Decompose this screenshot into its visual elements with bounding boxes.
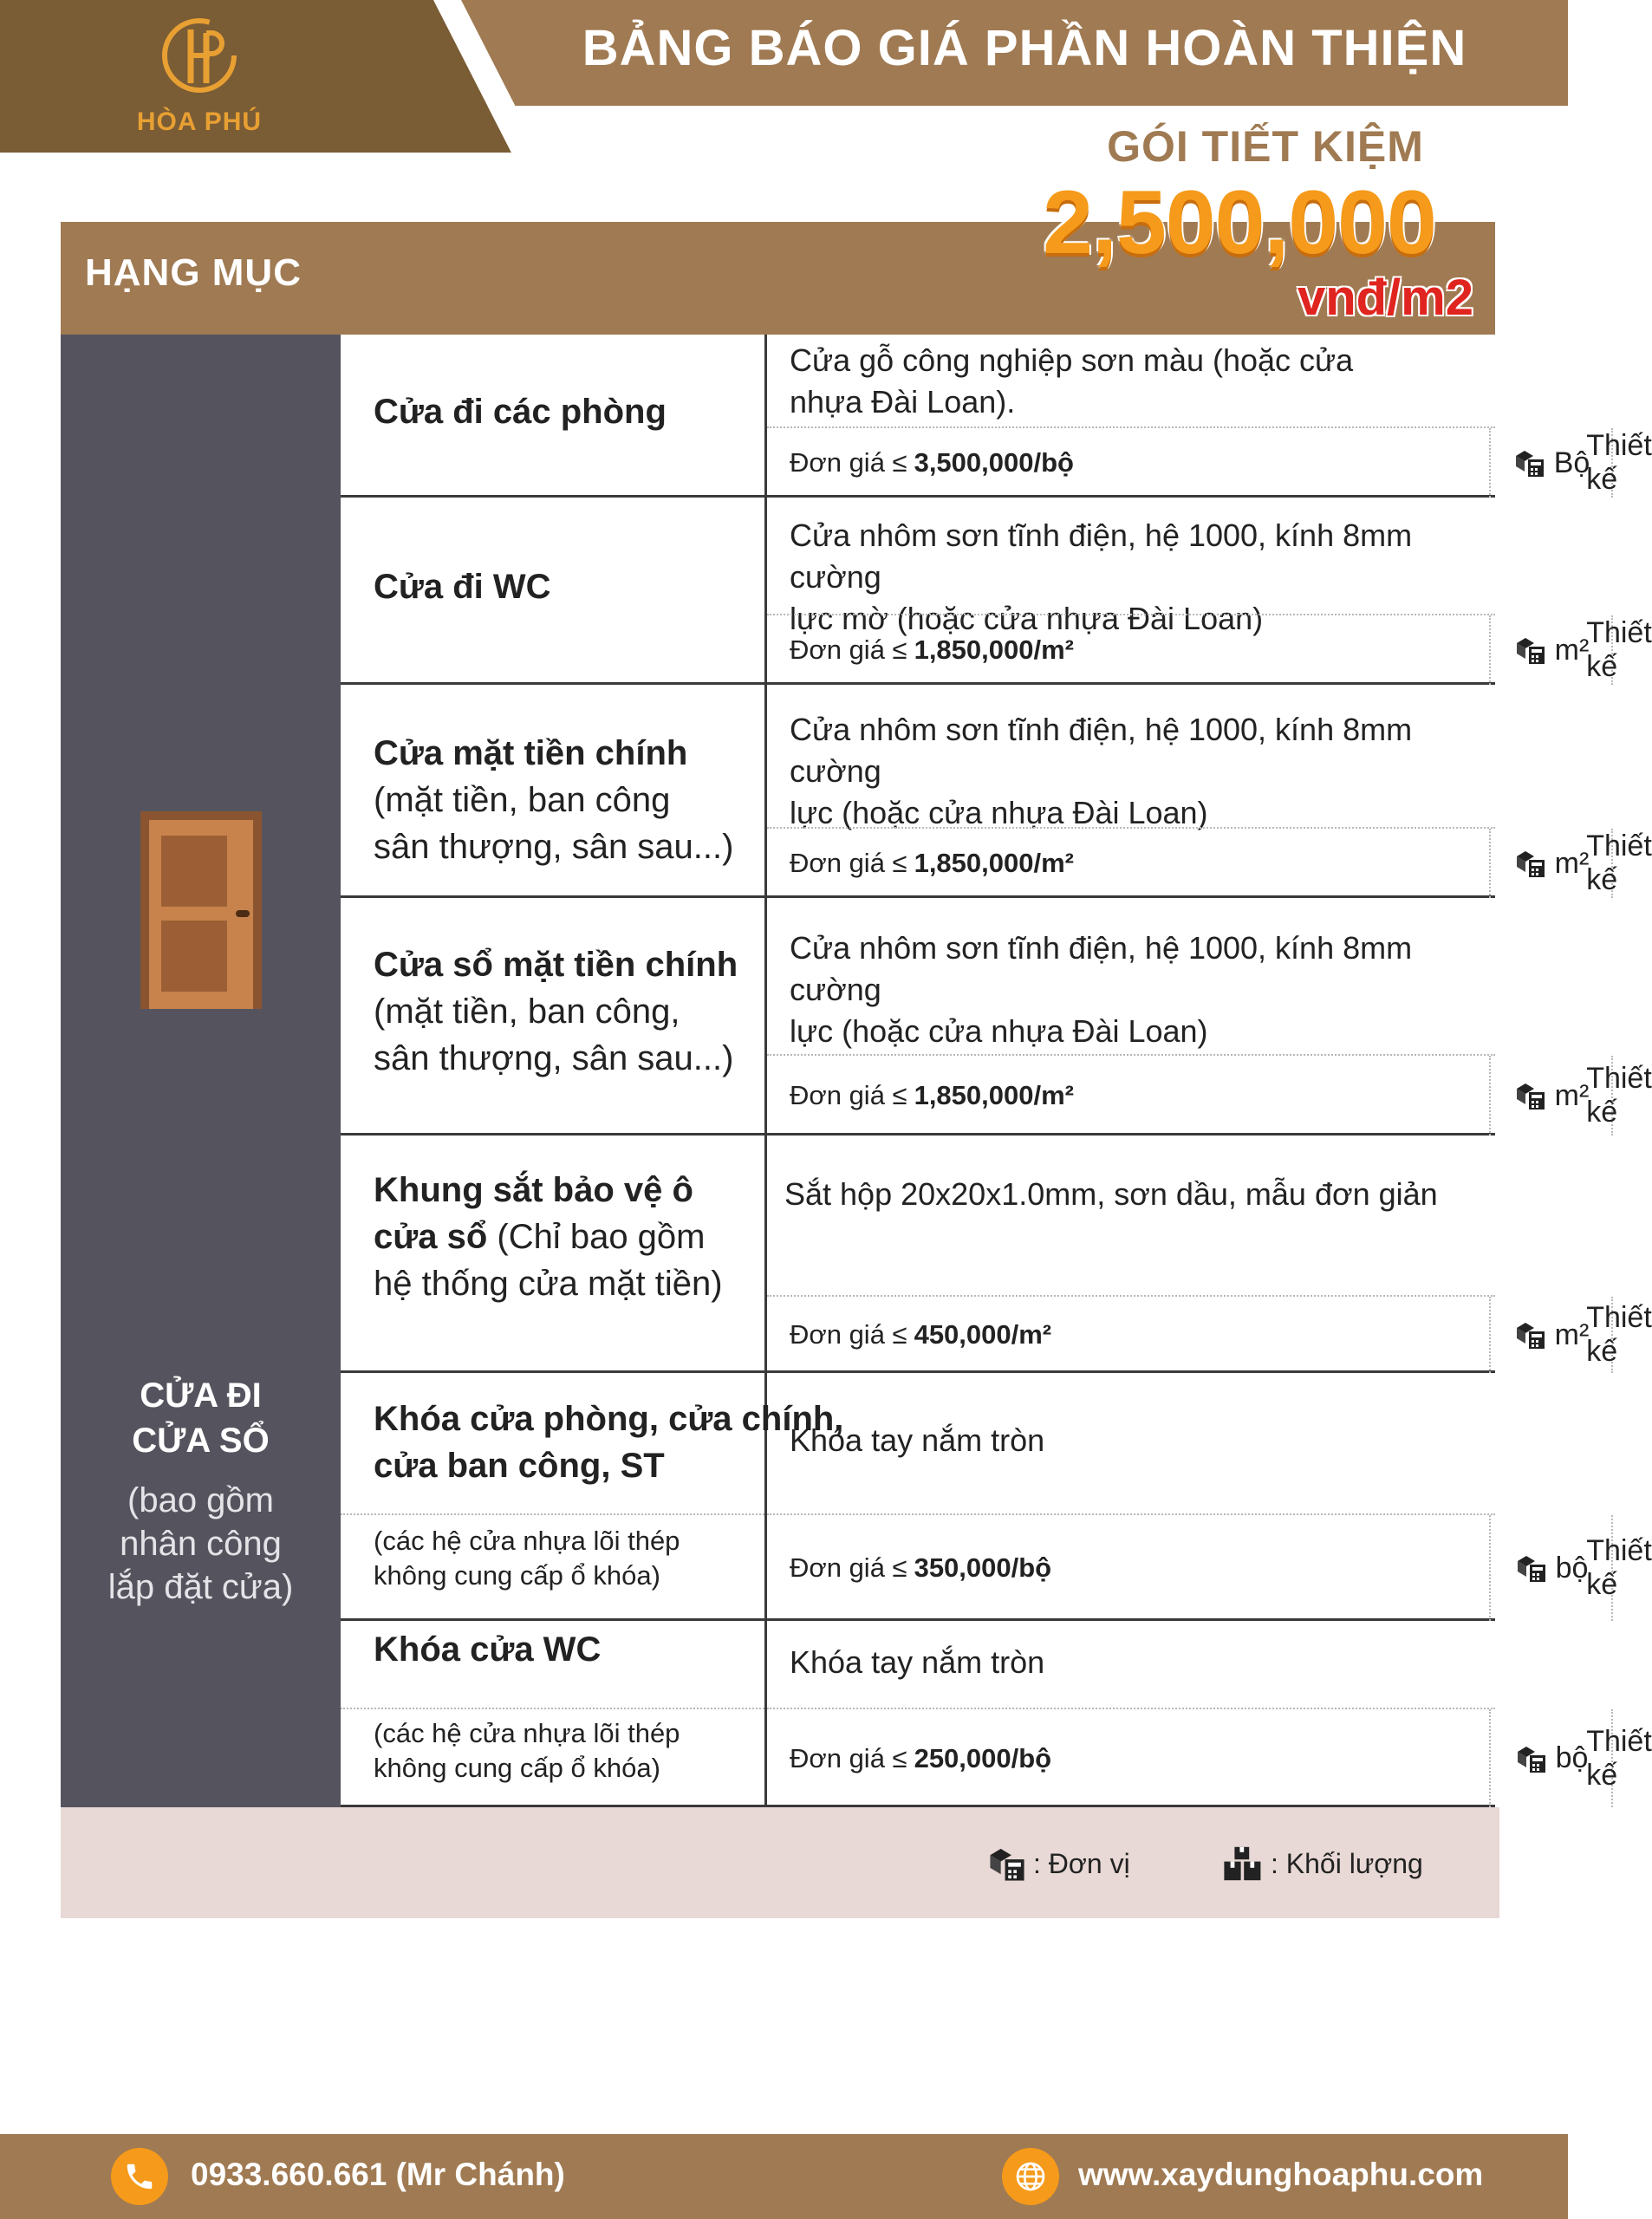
footer-website[interactable]: www.xaydunghoaphu.com: [1078, 2157, 1484, 2192]
category-label: HẠNG MỤC: [85, 251, 302, 294]
row-divider: [341, 1708, 764, 1709]
item-note: (các hệ cửa nhựa lõi thép không cung cấp ổ khóa): [374, 1718, 680, 1783]
calculator-box-icon: [1516, 1743, 1547, 1774]
section-note-line: nhân công: [120, 1525, 282, 1563]
item-description: Khóa tay nắm tròn: [790, 1422, 1045, 1458]
item-name: Cửa sổ mặt tiền chính (mặt tiền, ban công, sân thượng, sân sau...): [374, 946, 738, 1077]
calculator-box-icon: [1514, 447, 1545, 478]
page-title: BẢNG BÁO GIÁ PHẦN HOÀN THIỆN: [582, 20, 1467, 76]
unit-cell: m²: [1489, 615, 1613, 685]
stacked-boxes-icon: [1222, 1845, 1264, 1883]
item-name: Khung sắt bảo vệ ô cửa sổ (Chỉ bao gồm hệ thống cửa mặt tiền): [374, 1171, 723, 1303]
calculator-box-icon: [1515, 848, 1546, 879]
phone-icon: [111, 2148, 168, 2205]
table-row: [341, 898, 1652, 1136]
volume-cell: Thiết kế: [1611, 1709, 1613, 1807]
item-name: Cửa đi các phòng: [374, 393, 667, 431]
section-note-line: lắp đặt cửa): [107, 1568, 294, 1606]
section-sidebar: [61, 335, 341, 1807]
item-name: Cửa đi WC: [374, 568, 551, 606]
table-row: [341, 1621, 1652, 1807]
item-description: Cửa nhôm sơn tĩnh điện, hệ 1000, kính 8mm cường lực (hoặc cửa nhựa Đài Loan): [790, 930, 1413, 1049]
table-row: [341, 685, 1652, 898]
package-price-unit: vnđ/m2: [1297, 270, 1473, 326]
section-title-line: CỬA SỔ: [132, 1422, 270, 1460]
unit-price: Đơn giá ≤ 450,000/m²: [790, 1319, 1052, 1350]
calculator-box-icon: [1515, 1080, 1546, 1111]
price-line: [767, 1054, 1652, 1136]
section-note-line: (bao gồm: [127, 1481, 274, 1519]
unit-price: Đơn giá ≤ 1,850,000/m²: [790, 848, 1074, 878]
calculator-box-icon: [1515, 634, 1546, 666]
brand-name: HÒA PHÚ: [136, 107, 263, 136]
unit-cell: Bộ: [1489, 428, 1613, 498]
volume-cell: Thiết kế: [1611, 428, 1613, 498]
calculator-box-icon: [988, 1845, 1026, 1883]
volume-cell: Thiết kế: [1611, 1056, 1613, 1136]
unit-price: Đơn giá ≤ 350,000/bộ: [790, 1552, 1052, 1583]
item-name: Khóa cửa WC: [374, 1630, 602, 1669]
unit-cell: bộ: [1489, 1515, 1613, 1621]
item-name: Khóa cửa phòng, cửa chính, cửa ban công, ST: [374, 1400, 844, 1485]
volume-cell: Thiết kế: [1611, 1297, 1613, 1373]
unit-cell: m²: [1489, 1297, 1613, 1373]
table-row: [341, 335, 1652, 498]
table-row: [341, 1136, 1652, 1373]
package-name: GÓI TIẾT KIỆM: [1107, 122, 1424, 171]
legend-unit-label: : Đơn vị: [1033, 1847, 1130, 1879]
item-description: Cửa nhôm sơn tĩnh điện, hệ 1000, kính 8mm cường lực (hoặc cửa nhựa Đài Loan): [790, 712, 1413, 830]
item-description: Khóa tay nắm tròn: [790, 1644, 1045, 1680]
section-title: [61, 1373, 341, 1463]
door-icon: [140, 811, 262, 1009]
volume-cell: Thiết kế: [1611, 1515, 1613, 1621]
item-description: Sắt hộp 20x20x1.0mm, sơn dầu, mẫu đơn giản: [784, 1176, 1438, 1212]
item-description: Cửa nhôm sơn tĩnh điện, hệ 1000, kính 8mm cường lực mờ (hoặc cửa nhựa Đài Loan): [790, 517, 1413, 636]
table-row: [341, 498, 1652, 685]
price-line: [767, 1708, 1652, 1807]
legend-unit: [988, 1845, 1130, 1883]
volume-cell: Thiết kế: [1611, 615, 1613, 685]
item-note: (các hệ cửa nhựa lõi thép không cung cấp ổ khóa): [374, 1526, 680, 1591]
unit-price: Đơn giá ≤ 1,850,000/m²: [790, 634, 1074, 665]
price-line: [767, 614, 1652, 685]
footer-phone[interactable]: 0933.660.661 (Mr Chánh): [191, 2157, 565, 2192]
item-description: Cửa gỗ công nghiệp sơn màu (hoặc cửa nhựa Đài Loan).: [790, 342, 1354, 420]
legend-volume: [1222, 1845, 1423, 1883]
unit-cell: m²: [1489, 1056, 1613, 1136]
section-title-line: CỬA ĐI: [140, 1376, 262, 1415]
calculator-box-icon: [1515, 1319, 1546, 1350]
globe-icon: [1002, 2148, 1059, 2205]
unit-price: Đơn giá ≤ 3,500,000/bộ: [790, 447, 1074, 478]
unit-price: Đơn giá ≤ 1,850,000/m²: [790, 1080, 1074, 1110]
calculator-box-icon: [1516, 1552, 1547, 1584]
package-price: 2,500,000: [1043, 172, 1436, 273]
price-line: [767, 827, 1652, 898]
brand-logo-icon: [156, 12, 243, 99]
price-line: [767, 426, 1652, 498]
item-name: Cửa mặt tiền chính (mặt tiền, ban công sân thượng, sân sau...): [374, 734, 734, 866]
table-row: [341, 1373, 1652, 1621]
price-line: [767, 1513, 1652, 1621]
row-divider: [341, 1513, 764, 1515]
volume-cell: Thiết kế: [1611, 829, 1613, 898]
price-line: [767, 1295, 1652, 1373]
unit-cell: m²: [1489, 829, 1613, 898]
section-note: [61, 1479, 341, 1609]
unit-cell: bộ: [1489, 1709, 1613, 1807]
unit-price: Đơn giá ≤ 250,000/bộ: [790, 1742, 1052, 1773]
legend-volume-label: : Khối lượng: [1271, 1847, 1423, 1879]
